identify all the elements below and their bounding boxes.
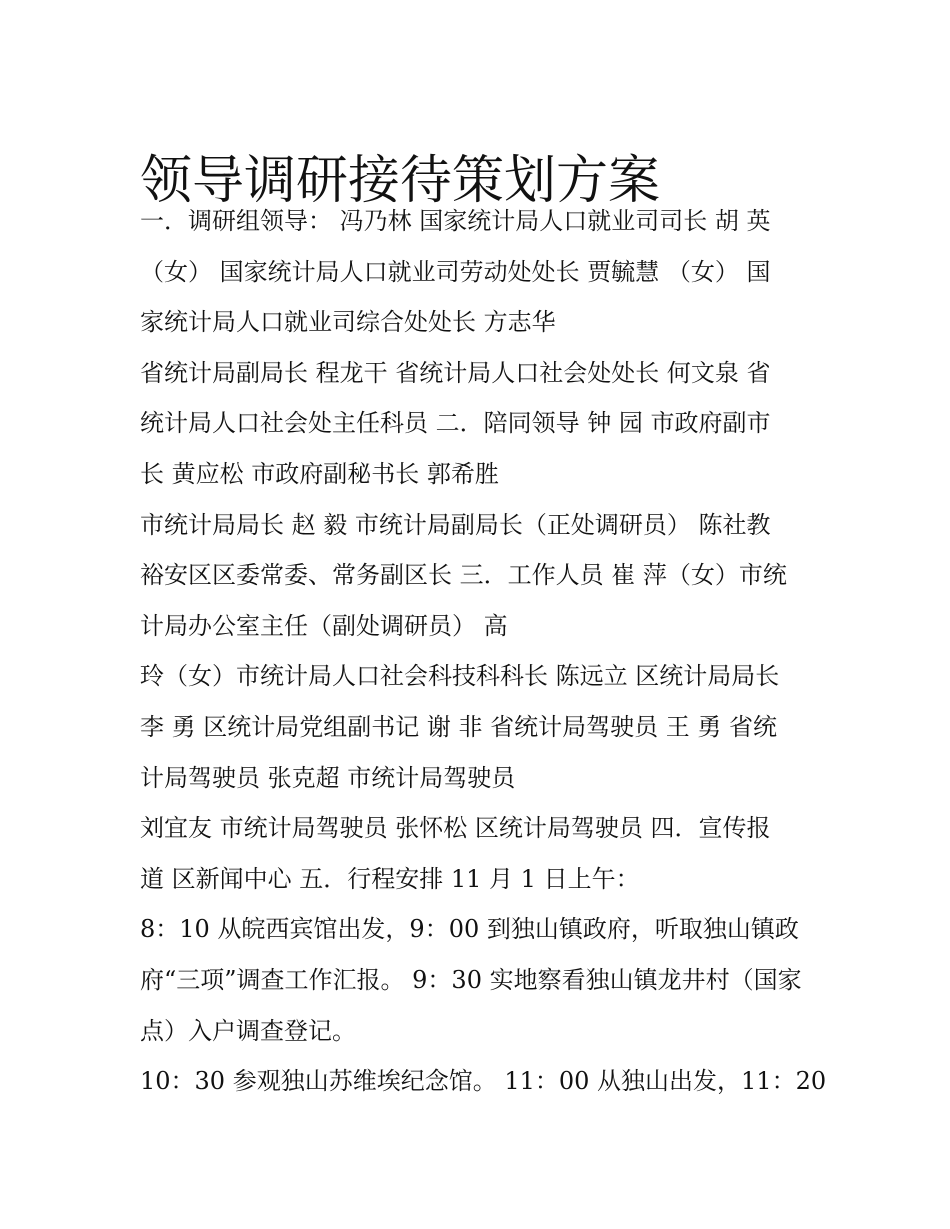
- body-line: 长 黄应松 市政府副秘书长 郭希胜: [140, 459, 499, 488]
- body-line: 计局驾驶员 张克超 市统计局驾驶员: [140, 763, 516, 792]
- body-line: 裕安区区委常委、常务副区长 三．工作人员 崔 萍（女）市统: [140, 561, 787, 590]
- body-line: 家统计局人口就业司综合处处长 方志华: [140, 308, 556, 337]
- body-line: 道 区新闻中心 五．行程安排 11 月 1 日上午：: [140, 864, 640, 893]
- document-body: [140, 196, 827, 1107]
- body-line: 玲（女）市统计局人口社会科技科科长 陈远立 区统计局局长: [140, 662, 780, 691]
- body-line: 市统计局局长 赵 毅 市统计局副局长（正处调研员） 陈社教: [140, 510, 771, 539]
- body-line: 8：10 从皖西宾馆出发，9：00 到独山镇政府，听取独山镇政: [140, 915, 799, 944]
- body-line: 统计局人口社会处主任科员 二．陪同领导 钟 园 市政府副市: [140, 409, 771, 438]
- body-line: （女） 国家统计局人口就业司劳动处处长 贾毓慧 （女） 国: [140, 257, 771, 286]
- body-line: 一．调研组领导： 冯乃林 国家统计局人口就业司司长 胡 英: [140, 207, 771, 235]
- body-line: 府“三项”调查工作汇报。 9：30 实地察看独山镇龙井村（国家: [140, 965, 802, 994]
- body-line: 点）入户调查登记。: [140, 1016, 356, 1045]
- document-title: 领导调研接待策划方案: [140, 150, 661, 211]
- body-line: 省统计局副局长 程龙干 省统计局人口社会处处长 何文泉 省: [140, 358, 771, 387]
- body-line: 计局办公室主任（副处调研员） 高: [140, 611, 508, 640]
- body-line: 10：30 参观独山苏维埃纪念馆。 11：00 从独山出发，11：20: [140, 1067, 827, 1096]
- body-line: 李 勇 区统计局党组副书记 谢 非 省统计局驾驶员 王 勇 省统: [140, 712, 778, 741]
- body-line: 刘宜友 市统计局驾驶员 张怀松 区统计局驾驶员 四．宣传报: [140, 814, 771, 843]
